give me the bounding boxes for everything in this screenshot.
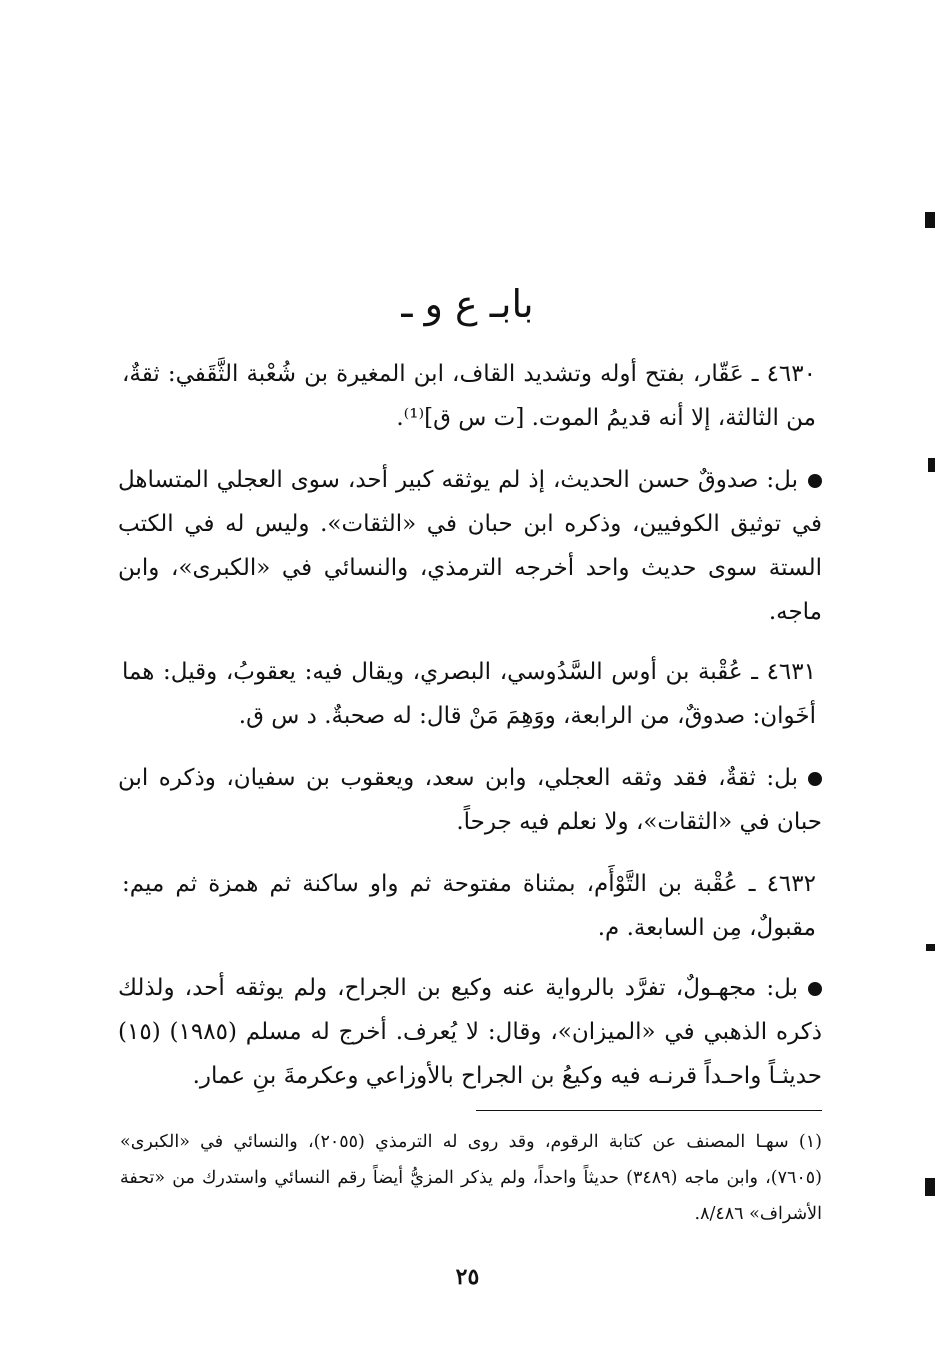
comment-text: بل: صدوقٌ حسن الحديث، إذ لم يوثقه كبير أحد، سوى العجلي المتساهل في توثيق الكوفيين، وذكره ابن حبان في «الثقات». وليس له في الكتب الستة سوى حديث واحد أخرجه الترمذي، والنسائي في «الكبرى»، وابن ماجه. <box>118 467 822 625</box>
comment-4631 <box>118 756 822 844</box>
footnote-divider <box>476 1110 822 1111</box>
page-number: ٢٥ <box>455 1264 480 1290</box>
bullet-icon <box>808 982 822 996</box>
entry-text: ٤٦٣٠ ـ عَقّار، بفتح أوله وتشديد القاف، ابن المغيرة بن شُعْبة الثَّقَفي: ثقةٌ، من الثالثة، إلا أنه قديمُ الموت. [ت س ق]⁽¹⁾. <box>122 361 816 431</box>
scan-edge-mark <box>928 458 935 472</box>
entry-4630 <box>122 352 816 440</box>
entry-4632 <box>122 862 816 950</box>
entry-4631 <box>122 650 816 738</box>
bullet-icon <box>808 474 822 488</box>
entry-text: ٤٦٣١ ـ عُقْبة بن أوس السَّدُوسي، البصري، ويقال فيه: يعقوبُ، وقيل: هما أخَوان: صدوقٌ، من الرابعة، ووَهِمَ مَنْ قال: له صحبةٌ. د س ق. <box>122 659 816 729</box>
bullet-icon <box>808 772 822 786</box>
entry-text: ٤٦٣٢ ـ عُقْبة بن التَّوْأَم، بمثناة مفتوحة ثم واو ساكنة ثم همزة ثم ميم: مقبولٌ، مِن السابعة. م. <box>122 871 816 941</box>
scan-edge-mark <box>926 944 935 951</box>
comment-text: بل: مجهـولٌ، تفرَّد بالرواية عنه وكيع بن الجراح، ولم يوثقه أحد، ولذلك ذكره الذهبي في «الميزان»، وقال: لا يُعرف. أخرج له مسلم (١٩٨٥) (١٥) حديثـاً واحـداً قرنـه فيه وكيعُ بن الجراح بالأوزاعي وعكرمةَ بنِ عمار. <box>118 975 822 1089</box>
chapter-title: بابـ ع و ـ <box>401 282 534 326</box>
scan-edge-mark <box>925 212 935 228</box>
comment-text: بل: ثقةٌ، فقد وثقه العجلي، وابن سعد، ويعقوب بن سفيان، وذكره ابن حبان في «الثقات»، ولا نعلم فيه جرحاً. <box>118 765 822 835</box>
footnote: (١) سهـا المصنف عن كتابة الرقوم، وقد روى له الترمذي (٢٠٥٥)، والنسائي في «الكبرى» (٧٦٠٥)، وابن ماجه (٣٤٨٩) حديثاً واحداً، ولم يذكر المزيُّ أيضاً رقم النسائي واستدرك من «تحفة الأشراف» ٨/٤٨٦. <box>120 1132 822 1224</box>
comment-4632 <box>118 966 822 1098</box>
scan-edge-mark <box>925 1178 935 1196</box>
comment-4630 <box>118 458 822 634</box>
